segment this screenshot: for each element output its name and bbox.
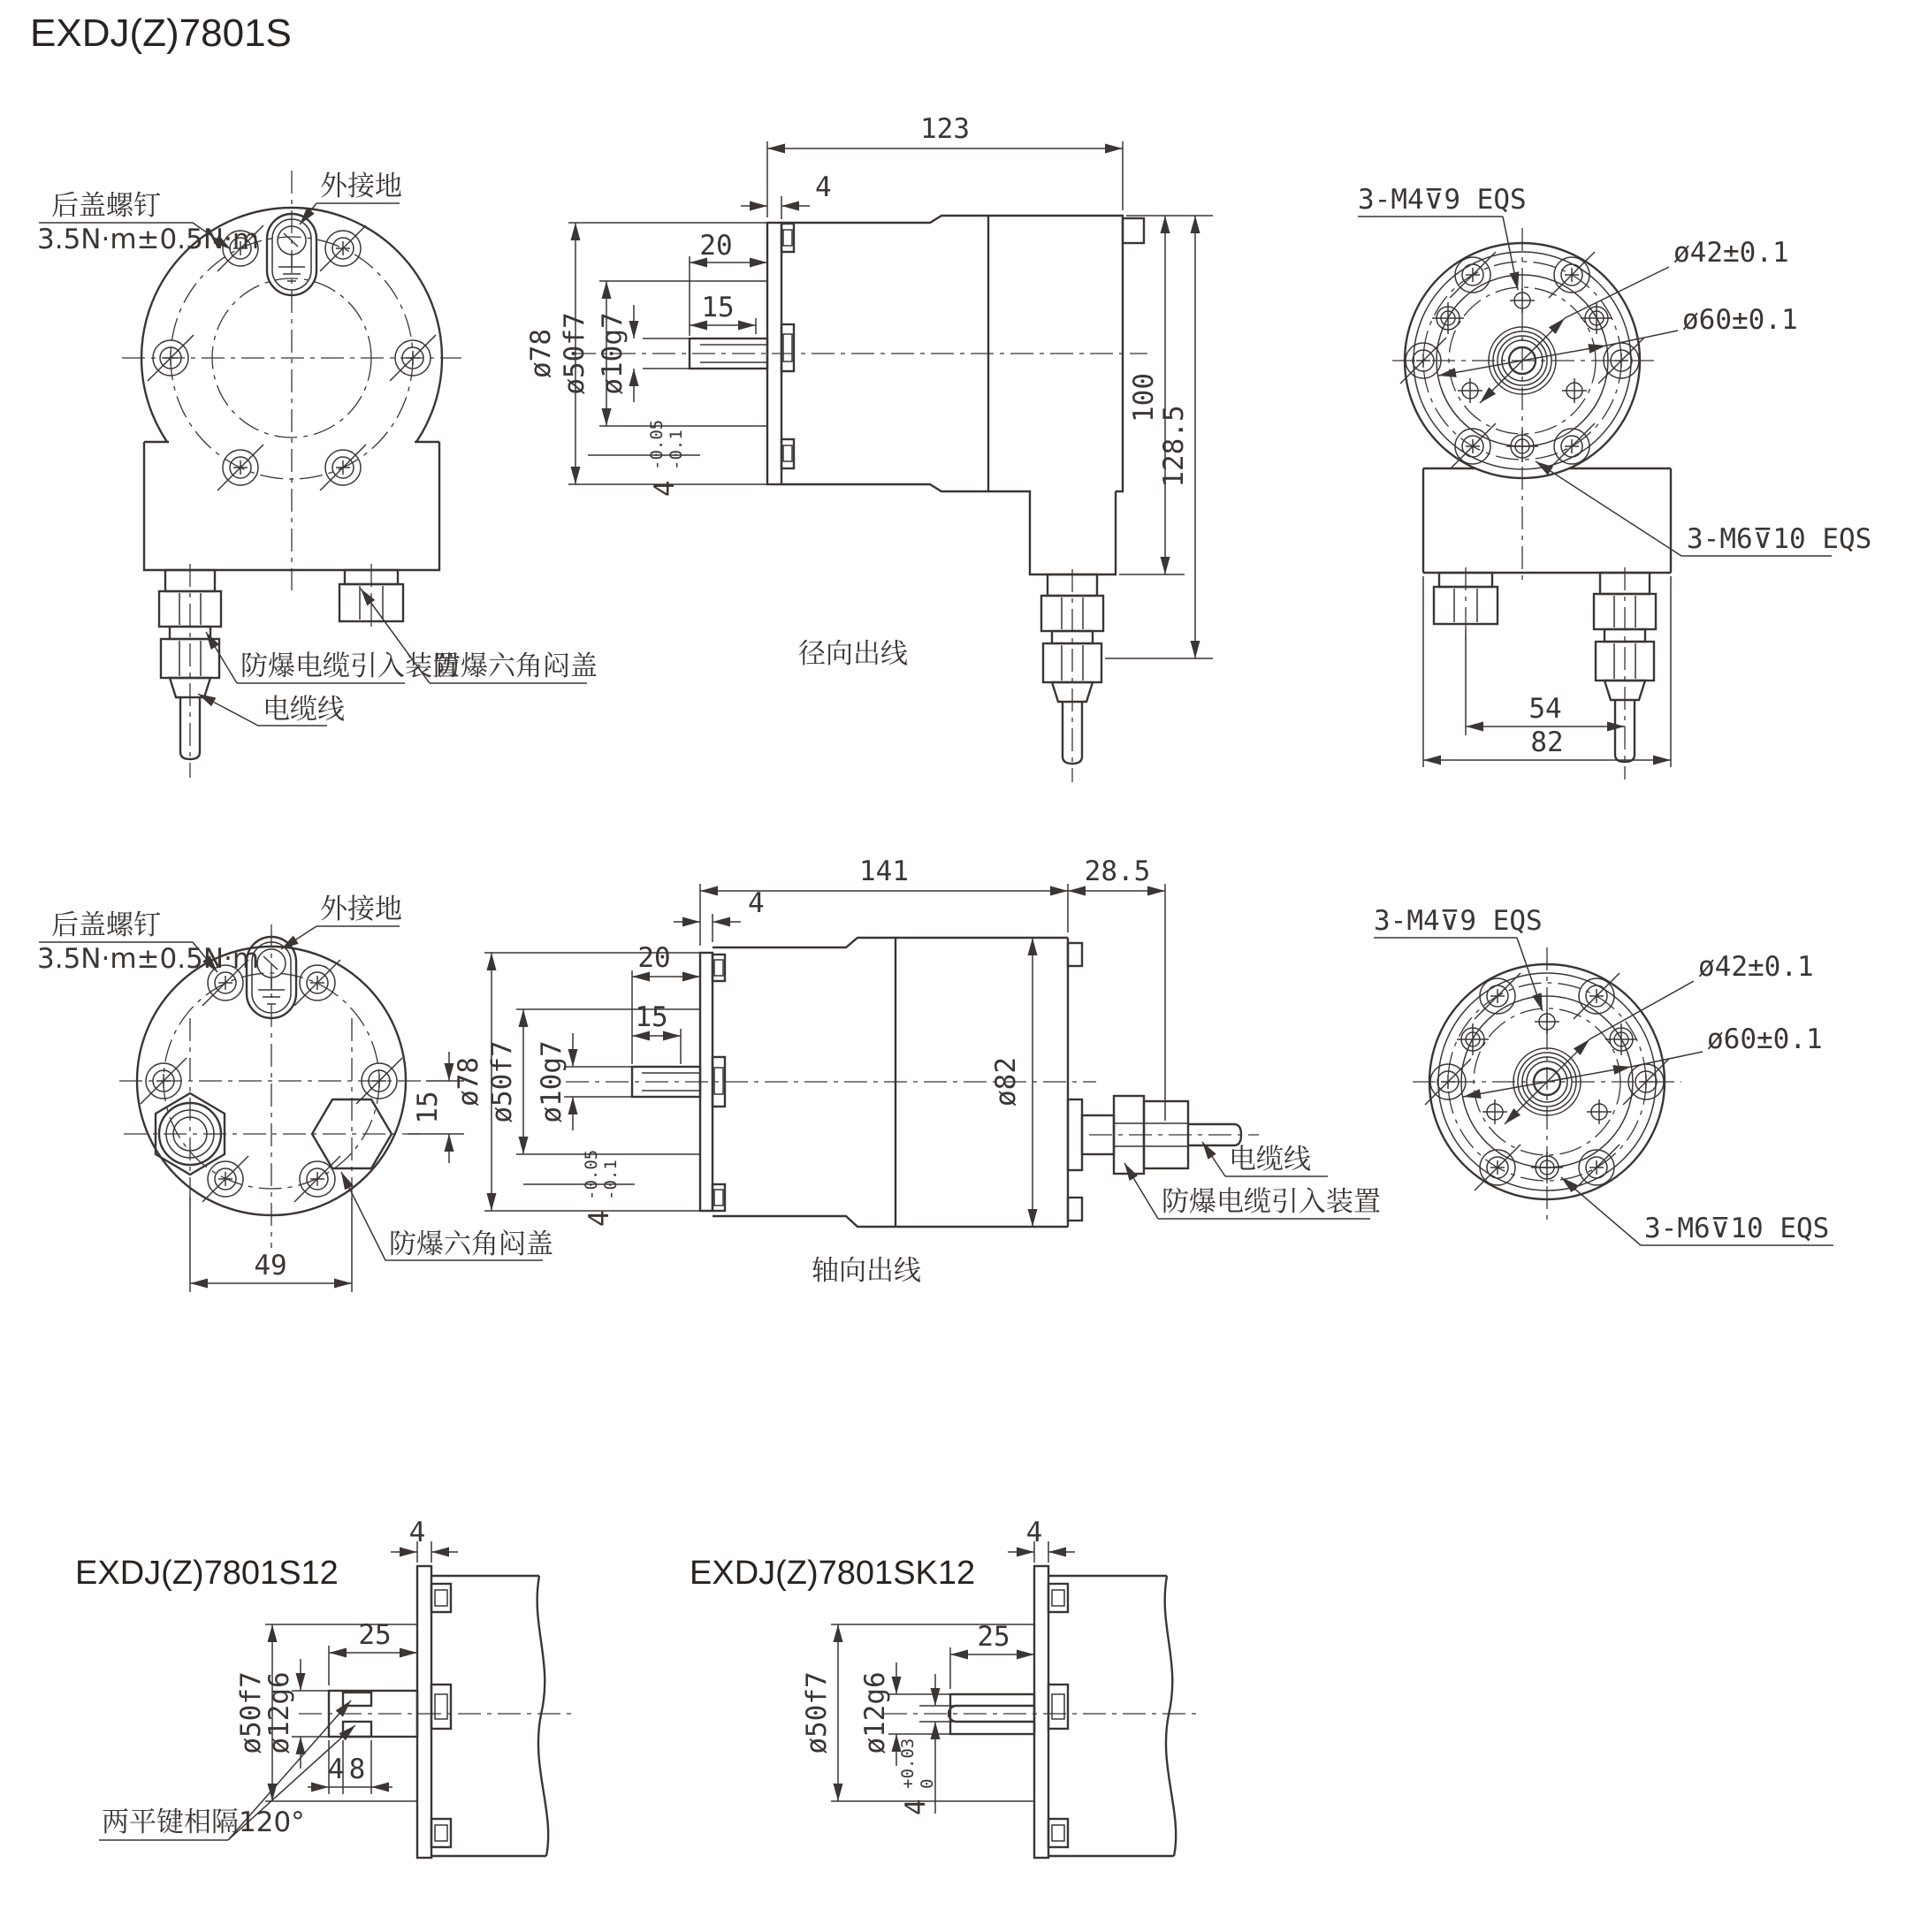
dim-4-key: 4 xyxy=(327,1753,345,1785)
dim-25: 25 xyxy=(358,1619,392,1651)
dim-15: 15 xyxy=(412,1091,444,1124)
view-radial-side xyxy=(525,113,1213,782)
ground-label: 外接地 xyxy=(320,894,402,925)
svg-text:-0.05: -0.05 xyxy=(647,419,667,470)
view-radial-rear-face xyxy=(37,171,598,778)
cable-label: 电缆线 xyxy=(263,694,345,726)
dim-dia60: ø60±0.1 xyxy=(1707,1023,1823,1055)
radial-exit-caption: 径向出线 xyxy=(798,638,908,670)
torque-label: 3.5N·m±0.5N·m xyxy=(37,224,260,255)
dim-dia82: ø82 xyxy=(990,1057,1022,1107)
svg-text:+0.03: +0.03 xyxy=(898,1738,918,1789)
svg-text:4: 4 xyxy=(900,1799,932,1815)
dim-100: 100 xyxy=(1128,373,1160,422)
dim-141: 141 xyxy=(859,856,909,887)
svg-text:4: 4 xyxy=(583,1210,615,1227)
m6-note: 3-M6⊽10 EQS xyxy=(1687,523,1872,555)
m6-note: 3-M6⊽10 EQS xyxy=(1644,1213,1830,1244)
hex-plug-label: 防爆六角闷盖 xyxy=(389,1228,553,1260)
m4-note: 3-M4⊽9 EQS xyxy=(1374,905,1543,937)
dim-82: 82 xyxy=(1530,726,1564,758)
dim-4: 4 xyxy=(1025,1517,1043,1548)
svg-text:0: 0 xyxy=(918,1778,937,1789)
s12-title: EXDJ(Z)7801S12 xyxy=(75,1555,339,1592)
dim-4-key-tolerance xyxy=(898,1738,937,1815)
dim-25: 25 xyxy=(977,1621,1010,1653)
dim-4: 4 xyxy=(408,1517,426,1548)
dim-128-5: 128.5 xyxy=(1158,405,1190,488)
dim-dia50f7: ø50f7 xyxy=(486,1040,518,1123)
dim-dia10g7: ø10g7 xyxy=(536,1040,568,1123)
dim-dia10g7: ø10g7 xyxy=(597,312,629,395)
dim-dia78: ø78 xyxy=(525,329,557,378)
view-shaft-sk12 xyxy=(690,1517,1202,1858)
svg-text:4: 4 xyxy=(649,480,681,497)
dim-15: 15 xyxy=(635,1001,668,1033)
rear-cover-screw-label: 后盖螺钉 xyxy=(51,190,161,222)
dim-20: 20 xyxy=(699,230,733,262)
view-radial-flange-face xyxy=(1358,184,1871,780)
dim-54: 54 xyxy=(1528,693,1562,725)
dim-dia78: ø78 xyxy=(453,1057,484,1107)
dim-dia12g6: ø12g6 xyxy=(859,1671,891,1754)
hex-plug-label: 防爆六角闷盖 xyxy=(433,650,598,682)
dim-dia12g6: ø12g6 xyxy=(263,1671,295,1754)
dim-8-key: 8 xyxy=(348,1753,366,1785)
dim-dia42: ø42±0.1 xyxy=(1698,951,1814,983)
dim-4-tolerance xyxy=(582,1150,621,1227)
svg-text:-0.05: -0.05 xyxy=(582,1149,601,1200)
axial-exit-caption: 轴向出线 xyxy=(812,1255,921,1287)
svg-text:-0.1: -0.1 xyxy=(667,430,686,470)
dim-dia60: ø60±0.1 xyxy=(1682,304,1798,336)
two-keys-note: 两平键相隔120° xyxy=(102,1806,305,1838)
dim-dia42: ø42±0.1 xyxy=(1673,237,1789,269)
dim-dia50f7: ø50f7 xyxy=(559,312,591,395)
svg-text:-0.1: -0.1 xyxy=(601,1160,621,1200)
cable-gland-label: 防爆电缆引入装置 xyxy=(1162,1186,1381,1218)
cable-gland-label: 防爆电缆引入装置 xyxy=(240,650,460,682)
view-axial-side xyxy=(453,856,1381,1287)
m4-note: 3-M4⊽9 EQS xyxy=(1358,184,1527,216)
dim-4: 4 xyxy=(748,887,765,919)
dim-4: 4 xyxy=(815,171,832,203)
rear-cover-screw-label: 后盖螺钉 xyxy=(51,909,161,941)
dim-28-5: 28.5 xyxy=(1084,856,1151,887)
page-title: EXDJ(Z)7801S xyxy=(30,11,292,55)
ground-label: 外接地 xyxy=(320,171,402,202)
dim-4-tolerance xyxy=(647,420,686,497)
view-axial-flange-face xyxy=(1374,905,1833,1245)
sk12-title: EXDJ(Z)7801SK12 xyxy=(690,1555,976,1592)
dim-15: 15 xyxy=(701,292,735,323)
view-shaft-s12 xyxy=(75,1517,576,1858)
dim-49: 49 xyxy=(254,1250,287,1282)
torque-label: 3.5N·m±0.5N·m xyxy=(37,943,260,975)
dim-20: 20 xyxy=(637,942,671,974)
dim-123: 123 xyxy=(920,113,970,145)
dim-dia50f7: ø50f7 xyxy=(801,1671,833,1754)
dim-dia50f7: ø50f7 xyxy=(235,1671,267,1754)
cable-label: 电缆线 xyxy=(1229,1144,1311,1175)
